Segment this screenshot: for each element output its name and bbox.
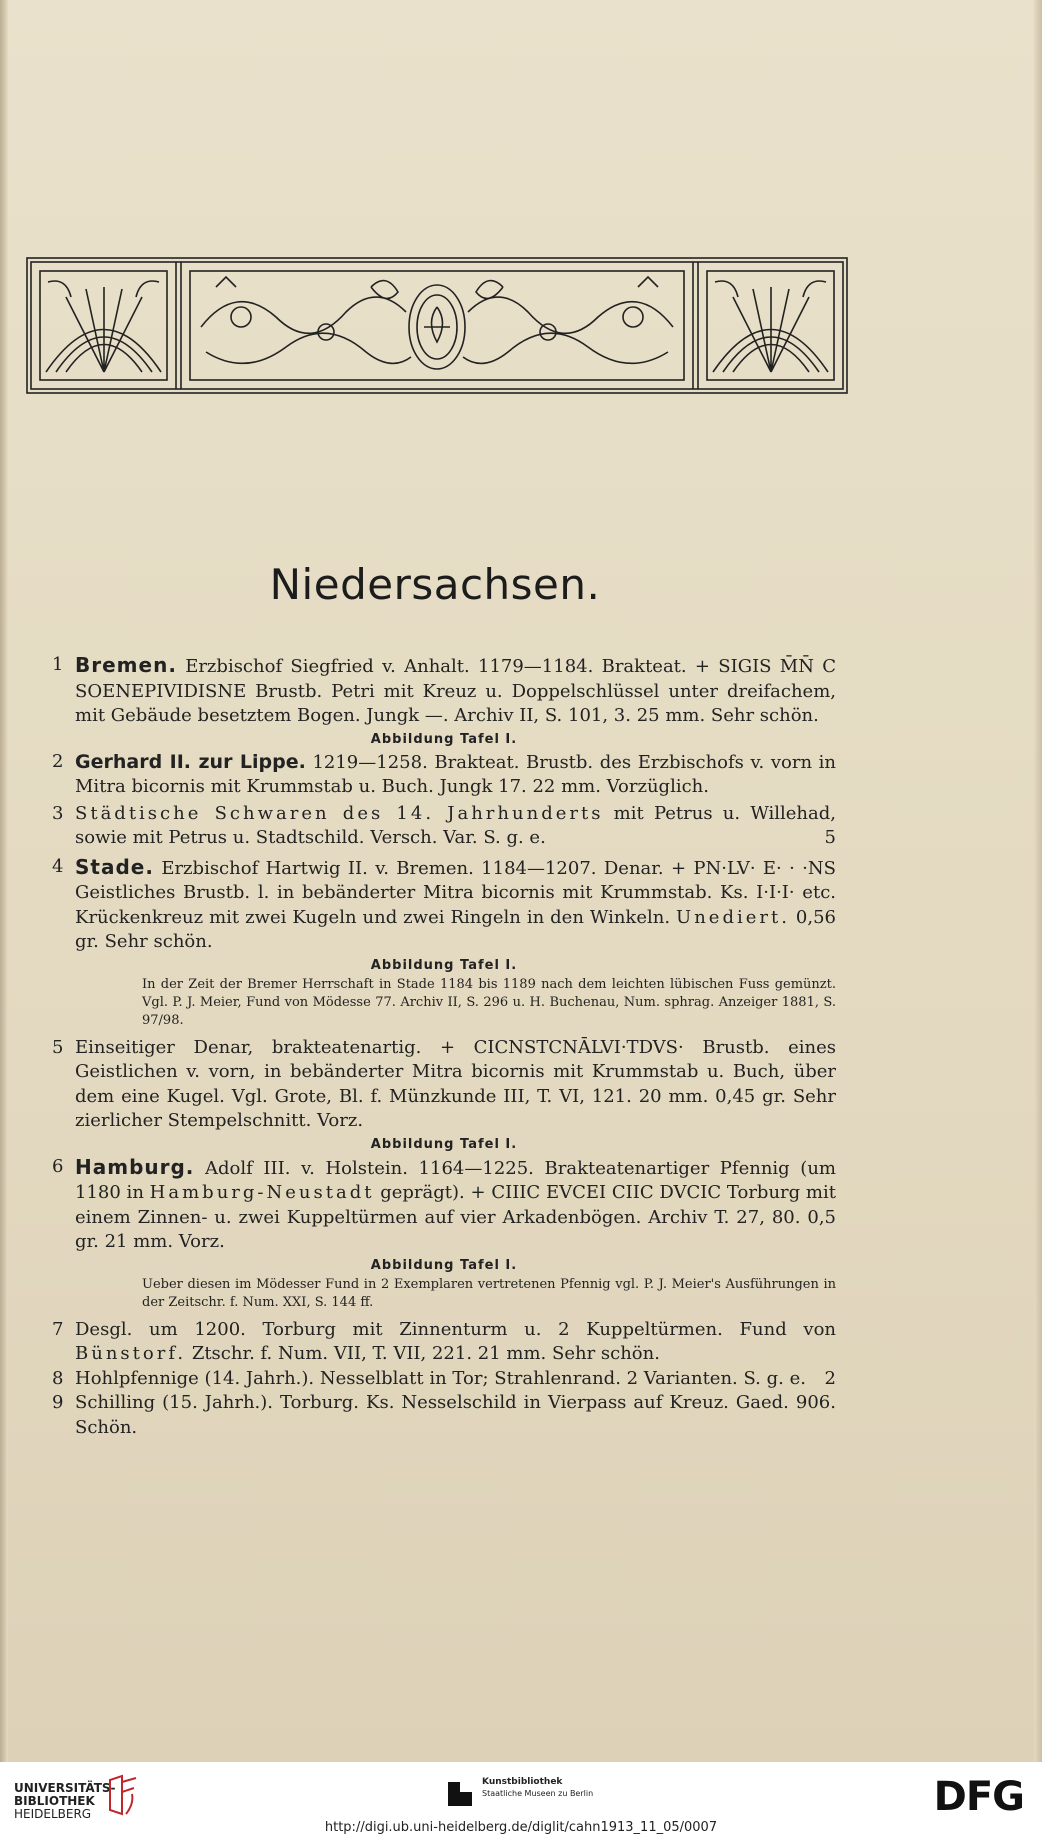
entry-text: Hohlpfennige (14. Jahrh.). Nesselblatt in Tor; Strahlenrand. 2 Varianten. S. g. e. — [75, 1367, 806, 1389]
entry-8 — [52, 1367, 836, 1392]
university-emblem-icon — [104, 1774, 144, 1822]
figure-caption: Abbildung Tafel I. — [370, 731, 518, 747]
entry-text: 1219—1258. Brakteat. Brustb. des Erzbischofs v. vorn in Mitra bicornis mit Krummstab u. Buch. Jungk 17. 22 mm. Vorzüglich. — [75, 751, 836, 797]
permalink-url[interactable]: http://digi.ub.uni-heidelberg.de/diglit/cahn1913_11_05/0007 — [324, 1820, 718, 1835]
entry-text: Erzbischof Hartwig II. v. Bremen. 1184—1207. Denar. + PN·LV· E· · ·NS Geistliches Brustb. l. in bebänderter Mitra bicornis mit Krummstab. Ks. I·I·I· etc. Krückenkreuz mit zwei Kugeln und zwei Ringeln in den Winkeln. — [75, 857, 836, 928]
kb-sub: Staatliche Museen zu Berlin — [482, 1789, 594, 1798]
entry-text: Einseitiger Denar, brakteatenartig. + CICNSTCNĀLVI·TDVS· Brustb. eines Geistlichen v. vorn, in bebänderter Mitra bicornis mit Krummstab u. Buch, über dem eine Kugel. Vgl. Grote, Bl. f. Münzkunde III, T. VI, 121. 20 mm. 0,45 gr. Sehr zierlicher Stempelschnitt. Vorz. — [75, 1036, 836, 1131]
entry-4 — [52, 855, 836, 955]
kunstbibliothek-text — [482, 1776, 593, 1800]
uni-line-3: HEIDELBERG — [14, 1807, 92, 1821]
ornamental-header — [26, 257, 848, 394]
entry-count: 2 — [824, 1367, 836, 1389]
kb-name: Kunstbibliothek — [482, 1777, 563, 1787]
kunstbibliothek-logo-icon — [446, 1778, 474, 1808]
footnote: Ueber diesen im Mödesser Fund in 2 Exemplaren vertretenen Pfennig vgl. P. J. Meier's Ausführungen in der Zeitschr. f. Num. XXI, S. 144 ff. — [142, 1276, 836, 1310]
entry-text: Desgl. um 1200. Torburg mit Zinnenturm u. 2 Kuppeltürmen. Fund von — [75, 1318, 836, 1340]
entry-number: 2 — [52, 750, 64, 772]
entry-spaced-word: Bünstorf. — [75, 1343, 187, 1364]
university-library-logo-text — [14, 1782, 116, 1821]
entry-text: Schilling (15. Jahrh.). Torburg. Ks. Nesselschild in Vierpass auf Kreuz. Gaed. 906. Schön. — [75, 1392, 836, 1438]
entry-spaced-heading: Städtische Schwaren des 14. Jahrhunderts — [75, 802, 604, 824]
entry-number: 7 — [52, 1318, 64, 1340]
entry-5 — [52, 1036, 836, 1134]
entry-number: 9 — [52, 1392, 64, 1413]
figure-caption: Abbildung Tafel I. — [370, 1136, 518, 1152]
entry-spaced-word: Unediert. — [676, 906, 790, 928]
entry-heading: Bremen. — [75, 653, 177, 677]
dfg-logo: DFG — [933, 1774, 1024, 1820]
figure-caption: Abbildung Tafel I. — [370, 1257, 518, 1273]
entry-number: 1 — [52, 654, 64, 675]
entry-1 — [52, 653, 836, 729]
entry-heading: Gerhard II. zur Lippe. — [75, 750, 306, 773]
entry-2 — [52, 750, 836, 800]
figure-caption: Abbildung Tafel I. — [370, 957, 518, 973]
entry-count: 5 — [824, 827, 836, 848]
entry-number: 6 — [52, 1155, 64, 1177]
entry-7 — [52, 1318, 836, 1367]
page-edge-right — [1034, 0, 1042, 1762]
entry-text: Adolf III. v. Holstein. 1164—1225. Brakteatenartiger Pfennig (um 1180 in — [75, 1157, 836, 1203]
entry-number: 3 — [52, 802, 64, 824]
entry-3 — [52, 802, 836, 851]
entry-text-tail: geprägt). + CIIIC EVCEI CIIC DVCIC Torburg mit einem Zinnen- u. zwei Kuppeltürmen auf vier Arkadenbögen. Archiv T. 27, 80. 0,5 gr. 21 mm. Vorz. — [75, 1182, 836, 1252]
entry-heading: Stade. — [75, 854, 154, 879]
catalog-entries — [52, 653, 836, 1440]
entry-text: mit Petrus u. Willehad, sowie mit Petrus u. Stadtschild. Versch. Var. S. g. e. — [75, 802, 836, 848]
entry-6 — [52, 1155, 836, 1255]
entry-spaced-word: Hamburg-Neustadt — [149, 1182, 375, 1203]
entry-heading: Hamburg. — [75, 1154, 195, 1179]
page-edge-left — [0, 0, 8, 1762]
entry-number: 4 — [52, 855, 64, 877]
entry-text: Erzbischof Siegfried v. Anhalt. 1179—1184. Brakteat. + SIGIS M̄N̄ C SOENEPIVIDISNE Brustb. Petri mit Kreuz u. Doppelschlüssel unter dreifachem, mit Gebäude besetztem Bogen. Jungk —. Archiv II, S. 101, 3. 25 mm. Sehr schön. — [75, 656, 836, 726]
page-title: Niedersachsen. — [269, 560, 601, 609]
entry-text-tail: Ztschr. f. Num. VII, T. VII, 221. 21 mm. Sehr schön. — [191, 1343, 660, 1364]
entry-text-tail: 0,56 gr. Sehr schön. — [75, 906, 836, 952]
digitization-footer — [0, 1762, 1042, 1838]
entry-number: 8 — [52, 1367, 64, 1389]
entry-number: 5 — [52, 1036, 64, 1058]
uni-line-1: UNIVERSITÄTS- — [14, 1781, 116, 1795]
footnote: In der Zeit der Bremer Herrschaft in Stade 1184 bis 1189 nach dem leichten lübischen Fuss gemünzt. Vgl. P. J. Meier, Fund von Mödesse 77. Archiv II, S. 296 u. H. Buchenau, Num. sphrag. Anzeiger 1881, S. 97/98. — [142, 976, 836, 1028]
entry-9 — [52, 1391, 836, 1440]
uni-line-2: BIBLIOTHEK — [14, 1794, 95, 1808]
